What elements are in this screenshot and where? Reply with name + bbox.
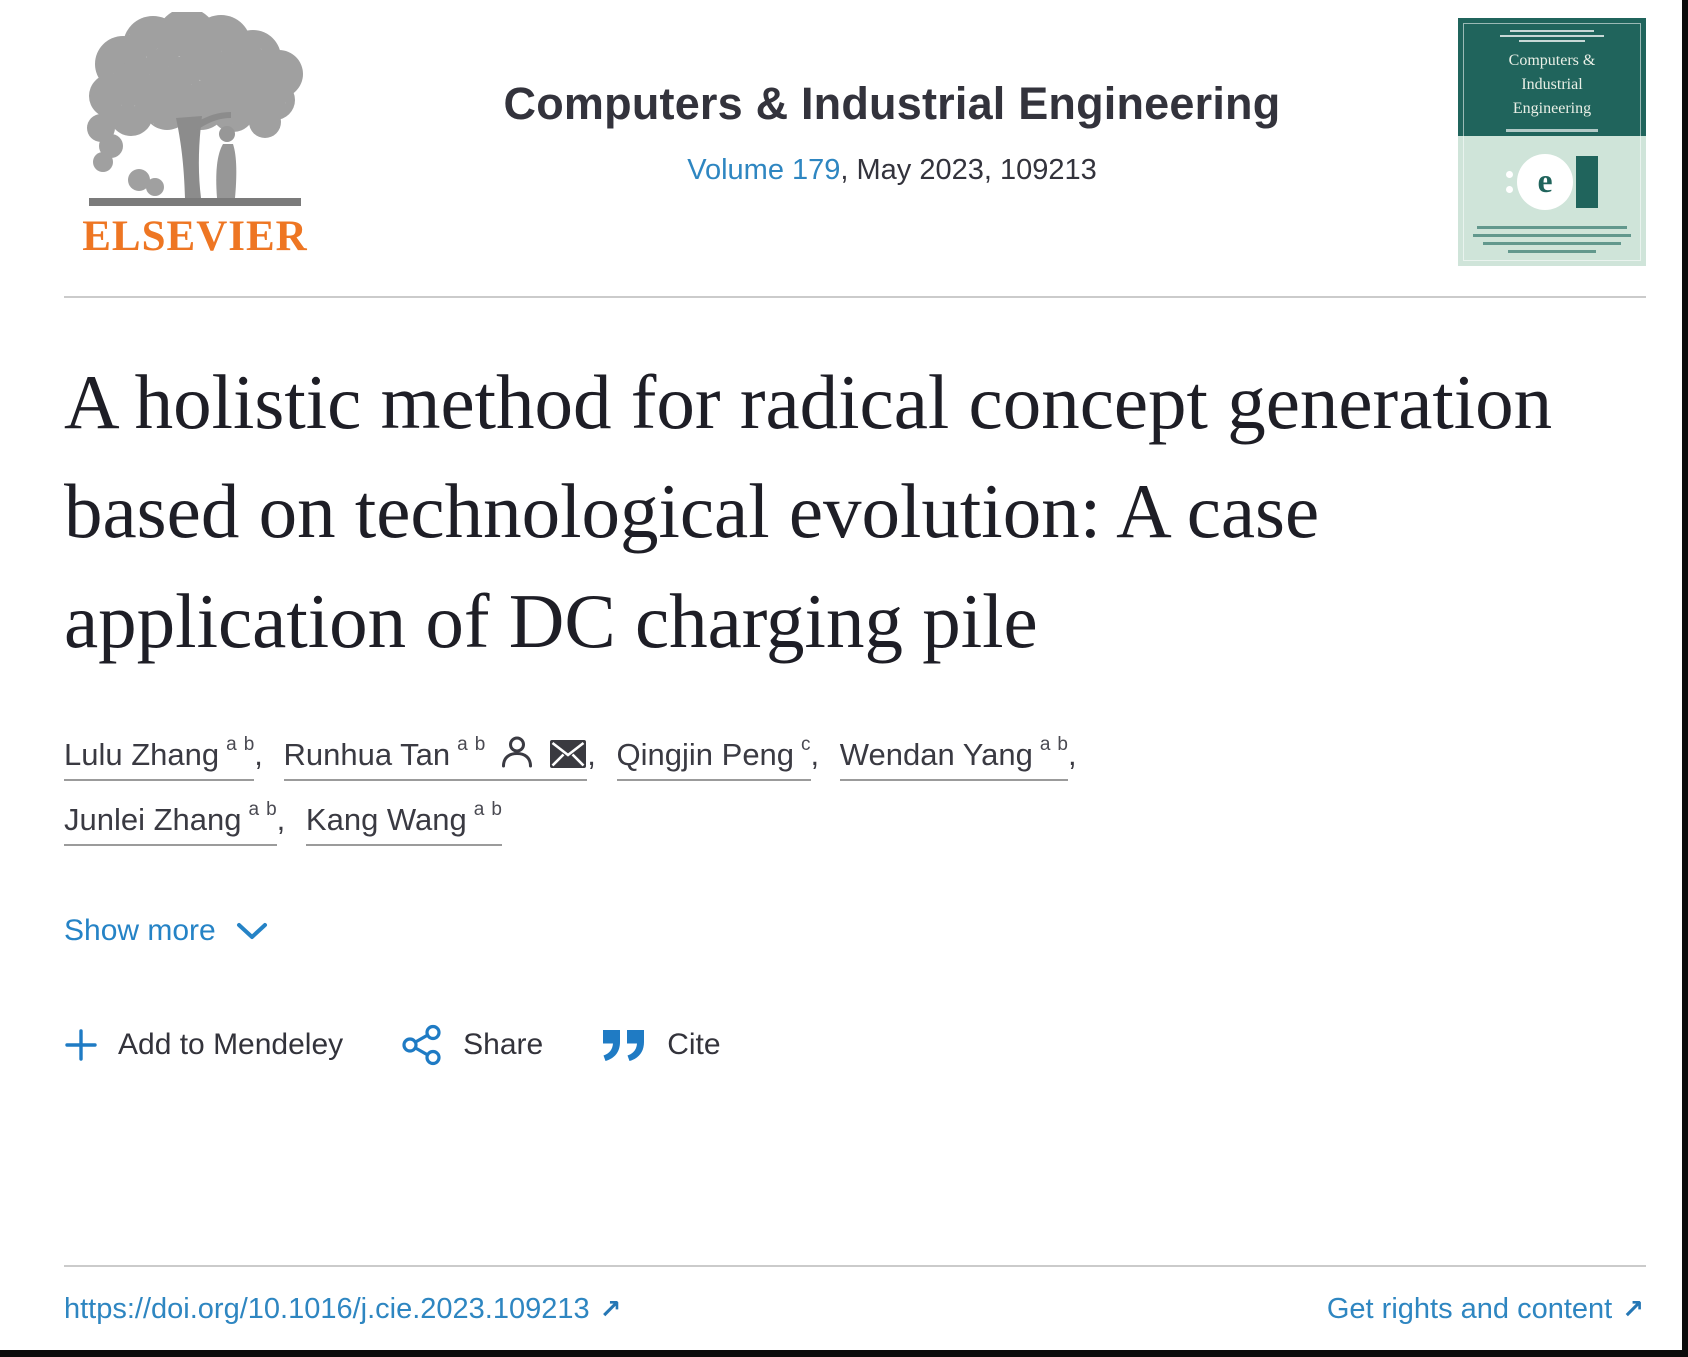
author-link[interactable] (616, 733, 811, 781)
action-bar (64, 1024, 1618, 1066)
author-affiliation-sup: b (1057, 733, 1068, 755)
cover-microline (1510, 30, 1594, 32)
volume-link[interactable]: Volume 179 (687, 154, 841, 186)
author-link[interactable] (64, 733, 255, 781)
cover-microline (1500, 35, 1604, 37)
cover-footer-lines (1458, 226, 1646, 253)
author-affiliation-sup: c (801, 733, 811, 755)
cite-label: Cite (667, 1028, 721, 1062)
show-more-label: Show more (64, 914, 216, 948)
author-list (64, 722, 1618, 852)
elsevier-nonsolus-mark: e (1506, 154, 1598, 210)
author-affiliation-sup: a (473, 799, 485, 821)
author-affiliation-sup: b (474, 733, 486, 755)
cite-button[interactable] (601, 1028, 720, 1062)
article-main (0, 298, 1682, 1066)
cover-journal-title: Computers & Industrial Engineering (1508, 52, 1596, 117)
journal-header (0, 0, 1682, 266)
author-affiliation-sup: a (248, 799, 260, 821)
share-icon (401, 1024, 443, 1066)
elsevier-logo[interactable] (64, 12, 326, 261)
cover-top-band (1458, 18, 1646, 136)
external-link-icon: ↗ (599, 1294, 622, 1325)
author-separator: , (1068, 736, 1077, 772)
author-affiliation-sup: b (243, 733, 255, 755)
chevron-down-icon (236, 921, 268, 941)
cover-subtitle-line (1506, 129, 1598, 132)
journal-title-link[interactable]: Computers & Industrial Engineering (503, 78, 1281, 129)
author-affiliation-sup: a (1039, 733, 1051, 755)
author-name: Lulu Zhang (64, 736, 220, 772)
envelope-icon (549, 738, 587, 770)
author-name: Junlei Zhang (64, 802, 242, 838)
author-name: Runhua Tan (283, 736, 451, 772)
author-name: Wendan Yang (839, 736, 1033, 772)
author-affiliation-sup: a (457, 733, 468, 755)
doi-link[interactable]: https://doi.org/10.1016/j.cie.2023.109213 ↗ (64, 1293, 622, 1325)
share-button[interactable] (401, 1024, 543, 1066)
person-icon (499, 734, 535, 770)
journal-banner (326, 12, 1458, 187)
footer (0, 1235, 1682, 1350)
author-separator: , (254, 736, 272, 772)
volume-issue-line (326, 154, 1458, 187)
author-link[interactable] (305, 799, 502, 846)
author-separator: , (587, 736, 605, 772)
author-name: Kang Wang (305, 802, 467, 838)
author-link[interactable] (64, 799, 277, 846)
cite-quote-icon (601, 1028, 647, 1062)
get-rights-link[interactable]: Get rights and content ↗ (1326, 1293, 1644, 1325)
show-more-button[interactable] (64, 914, 268, 948)
plus-icon (64, 1028, 98, 1062)
author-affiliation-sup: b (266, 799, 277, 821)
author-affiliation-sup: a (226, 733, 237, 755)
author-link[interactable] (283, 733, 588, 781)
article-title: A holistic method for radical concept generation based on technological evolution: A case application of DC charging pile (64, 359, 1553, 664)
add-to-mendeley-label: Add to Mendeley (118, 1028, 344, 1062)
author-link[interactable] (839, 733, 1068, 781)
cover-microline (1519, 40, 1585, 42)
external-link-icon: ↗ (1622, 1294, 1644, 1325)
share-label: Share (463, 1028, 544, 1062)
journal-cover-thumbnail[interactable] (1458, 18, 1646, 266)
author-separator: , (810, 736, 828, 772)
issue-suffix: , May 2023, 109213 (840, 154, 1097, 186)
author-name: Qingjin Peng (616, 736, 795, 772)
elsevier-tree-icon (81, 12, 309, 210)
author-affiliation-sup: b (491, 799, 502, 821)
add-to-mendeley-button[interactable] (64, 1028, 343, 1062)
author-separator: , (276, 802, 294, 838)
elsevier-wordmark: ELSEVIER (82, 213, 308, 260)
